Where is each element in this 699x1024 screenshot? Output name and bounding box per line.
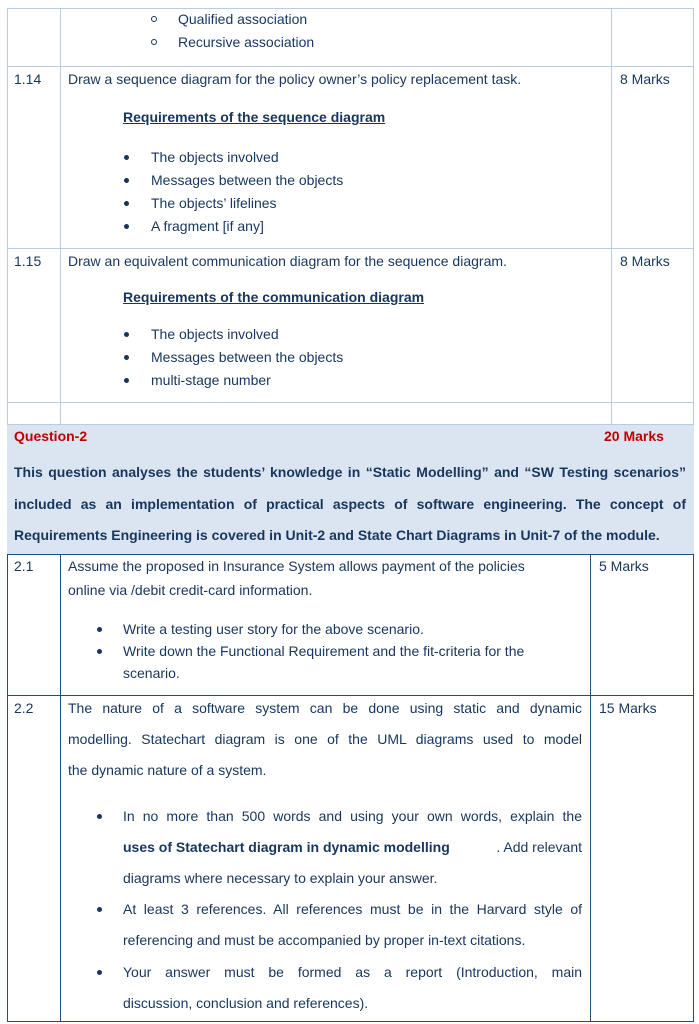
column-divider	[60, 8, 61, 424]
task-item: In no more than 500 words and using your own words, explain the	[123, 808, 582, 824]
requirements-title: Requirements of the communication diagram	[123, 289, 425, 305]
task-item: Write down the Functional Requirement and the fit-criteria for the	[123, 643, 525, 659]
bullet-icon	[124, 178, 129, 183]
bullet-icon	[97, 907, 102, 912]
question-text: Draw an equivalent communication diagram for the sequence diagram.	[68, 253, 507, 269]
circle-bullet-icon	[151, 16, 157, 22]
bullet-icon	[97, 814, 102, 819]
requirement-item: The objects involved	[151, 326, 279, 342]
requirement-item: The objects’ lifelines	[151, 195, 277, 211]
bullet-icon	[97, 649, 102, 654]
task-text: . Add relevant	[496, 839, 582, 855]
question-number: 2.2	[14, 700, 34, 716]
requirement-item: The objects involved	[151, 149, 279, 165]
bullet-icon	[124, 201, 129, 206]
task-item	[123, 838, 582, 856]
table-border	[693, 554, 694, 1022]
bullet-icon	[124, 378, 129, 383]
bullet-icon	[124, 155, 129, 160]
circle-bullet-icon	[151, 39, 157, 45]
question-description: included as an implementation of practical aspects of software engineering. The concept of	[14, 496, 686, 512]
task-item: At least 3 references. All references must be in the Harvard style of	[123, 901, 582, 917]
question-text: the dynamic nature of a system.	[68, 762, 267, 778]
requirement-item: A fragment [if any]	[151, 218, 264, 234]
bullet-icon	[97, 970, 102, 975]
task-item: referencing and must be accompanied by proper in-text citations.	[123, 932, 526, 948]
marks: 5 Marks	[599, 558, 649, 574]
bullet-icon	[124, 224, 129, 229]
row-divider	[7, 402, 694, 403]
requirements-title: Requirements of the sequence diagram	[123, 109, 386, 125]
column-divider	[590, 554, 591, 1022]
question-text: modelling. Statechart diagram is one of the UML diagrams used to model	[68, 731, 582, 747]
sub-item: Qualified association	[178, 11, 308, 27]
marks: 15 Marks	[599, 700, 657, 716]
row-divider	[7, 66, 694, 67]
task-item: discussion, conclusion and references).	[123, 995, 369, 1011]
table-border	[693, 8, 694, 424]
question-text: Draw a sequence diagram for the policy owner’s policy replacement task.	[68, 71, 522, 87]
task-item: scenario.	[123, 665, 180, 681]
question-text: online via /debit credit-card information.	[68, 582, 313, 598]
table-border	[7, 554, 8, 1022]
question-title: Question-2	[14, 428, 88, 444]
table-border	[7, 8, 694, 9]
bullet-icon	[124, 355, 129, 360]
marks: 8 Marks	[620, 253, 670, 269]
question-text: Assume the proposed in Insurance System allows payment of the policies	[68, 558, 525, 574]
task-item: Your answer must be formed as a report (Introduction, main	[123, 964, 582, 980]
emphasis-text: uses of Statechart diagram in dynamic modelling	[123, 839, 450, 855]
row-divider	[7, 248, 694, 249]
marks: 8 Marks	[620, 71, 670, 87]
task-item: Write a testing user story for the above scenario.	[123, 621, 424, 637]
question-marks: 20 Marks	[604, 428, 664, 444]
requirement-item: Messages between the objects	[151, 172, 344, 188]
question-number: 1.15	[14, 253, 42, 269]
column-divider	[60, 554, 61, 1022]
question-description: This question analyses the students’ knowledge in “Static Modelling” and “SW Testing scenarios”	[14, 464, 686, 480]
requirement-item: Messages between the objects	[151, 349, 344, 365]
column-divider	[611, 8, 612, 424]
question-number: 2.1	[14, 558, 34, 574]
bullet-icon	[124, 332, 129, 337]
question-2-header	[7, 424, 694, 555]
sub-item: Recursive association	[178, 34, 315, 50]
question-description: Requirements Engineering is covered in Unit-2 and State Chart Diagrams in Unit-7 of the module.	[14, 527, 660, 543]
table-border	[7, 8, 8, 424]
requirement-item: multi-stage number	[151, 372, 271, 388]
question-number: 1.14	[14, 71, 42, 87]
question-text: The nature of a software system can be done using static and dynamic	[68, 700, 582, 716]
task-item: diagrams where necessary to explain your answer.	[123, 870, 438, 886]
bullet-icon	[97, 627, 102, 632]
